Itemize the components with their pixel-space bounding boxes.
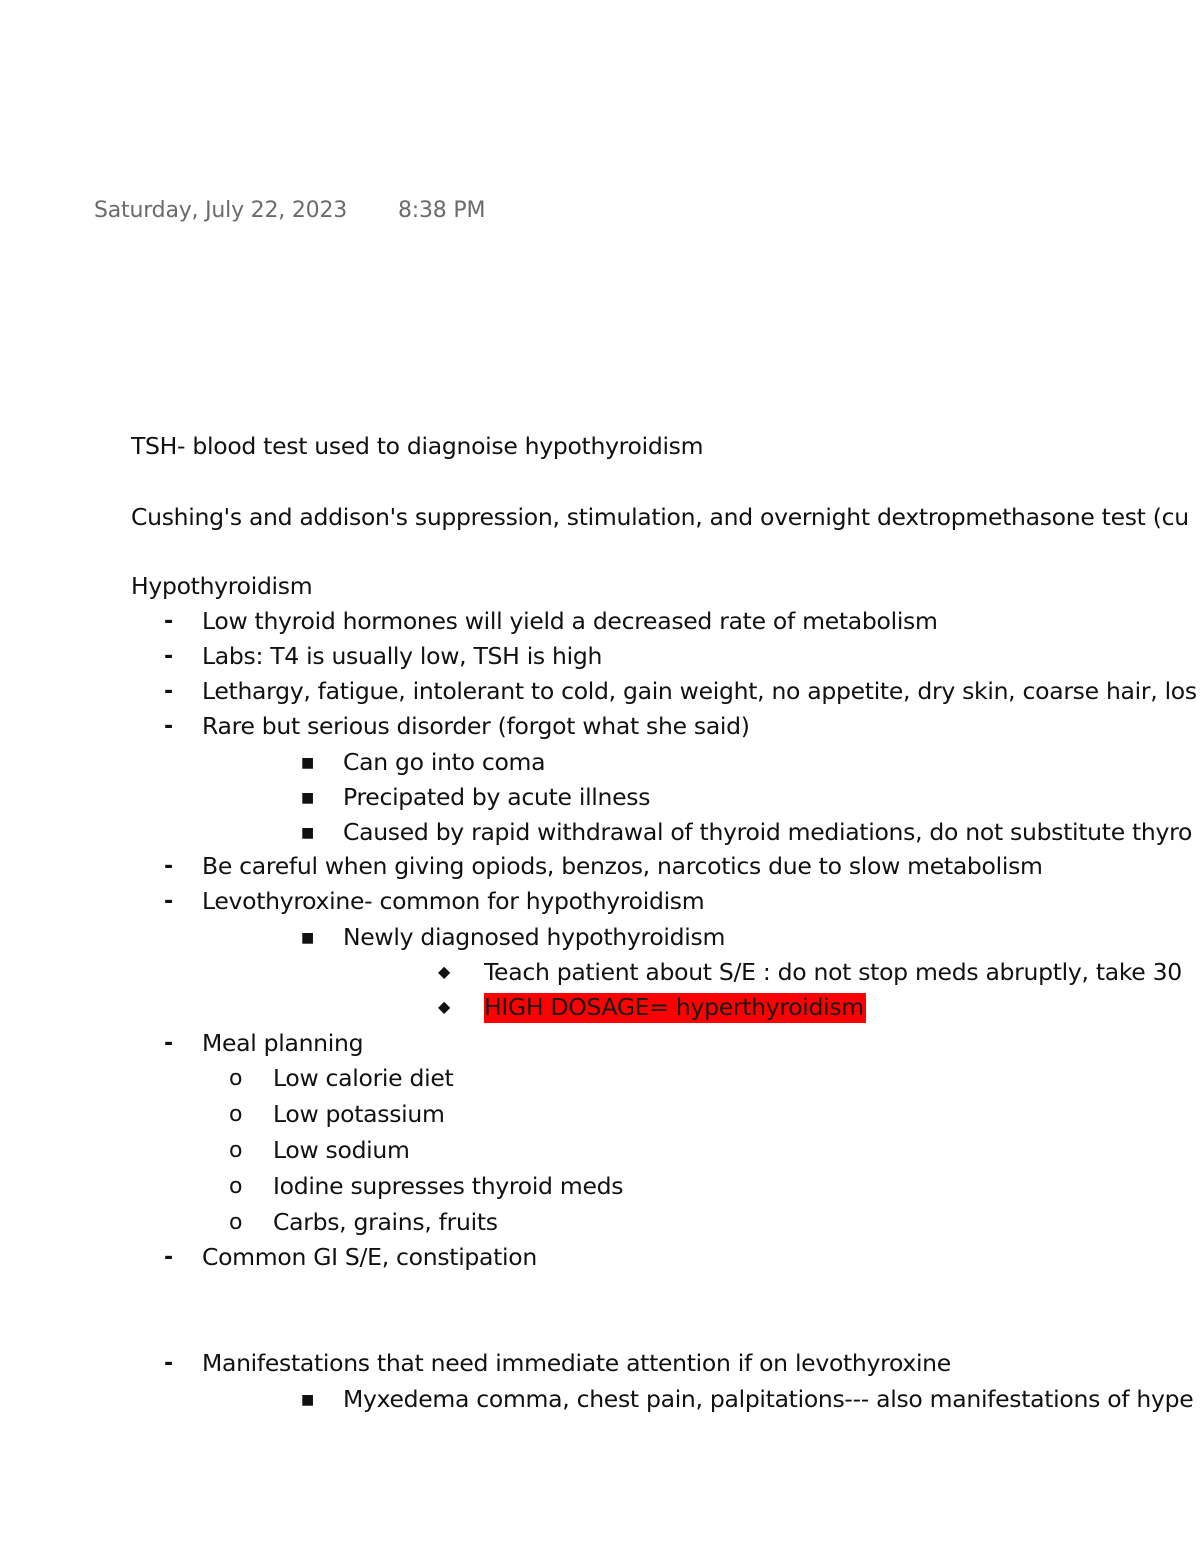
- sub-item-rapid-withdrawal: Caused by rapid withdrawal of thyroid mediations, do not substitute thyro: [343, 818, 1193, 846]
- meal-item-iodine: Iodine supresses thyroid meds: [273, 1172, 624, 1200]
- list-item-lethargy: Lethargy, fatigue, intolerant to cold, gain weight, no appetite, dry skin, coarse hair, los: [202, 677, 1197, 705]
- sub-item-acute-illness: Precipated by acute illness: [343, 783, 651, 811]
- meal-item-carbs: Carbs, grains, fruits: [273, 1208, 498, 1236]
- dash-bullet: -: [164, 889, 174, 914]
- square-bullet: ■: [301, 790, 315, 806]
- note-time: 8:38 PM: [398, 198, 486, 223]
- dash-bullet: -: [164, 1031, 174, 1056]
- sub-item-myxedema: Myxedema comma, chest pain, palpitations--- also manifestations of hype: [343, 1385, 1194, 1413]
- dash-bullet: -: [164, 854, 174, 879]
- meal-item-low-sodium: Low sodium: [273, 1136, 410, 1164]
- square-bullet: ■: [301, 755, 315, 771]
- sub-sub-item-teach: Teach patient about S/E : do not stop meds abruptly, take 30: [484, 958, 1182, 986]
- section-title: Hypothyroidism: [131, 572, 313, 600]
- square-bullet: ■: [301, 930, 315, 946]
- sub-sub-item-high-dosage: [484, 992, 866, 1022]
- square-bullet: ■: [301, 1392, 315, 1408]
- list-item-meal-planning: Meal planning: [202, 1029, 364, 1057]
- list-item-gi: Common GI S/E, constipation: [202, 1243, 537, 1271]
- dash-bullet: -: [164, 714, 174, 739]
- circle-bullet: o: [229, 1174, 243, 1199]
- cushing-line: Cushing's and addison's suppression, stimulation, and overnight dextropmethasone test (cu: [131, 503, 1189, 531]
- sub-item-coma: Can go into coma: [343, 748, 546, 776]
- square-bullet: ■: [301, 825, 315, 841]
- dash-bullet: -: [164, 609, 174, 634]
- list-item-rare: Rare but serious disorder (forgot what she said): [202, 712, 750, 740]
- note-date: Saturday, July 22, 2023: [94, 198, 348, 223]
- dash-bullet: -: [164, 644, 174, 669]
- diamond-bullet: ◆: [438, 997, 451, 1016]
- sub-item-newly-diagnosed: Newly diagnosed hypothyroidism: [343, 923, 726, 951]
- circle-bullet: o: [229, 1138, 243, 1163]
- meal-item-low-potassium: Low potassium: [273, 1100, 445, 1128]
- meal-item-low-calorie: Low calorie diet: [273, 1064, 454, 1092]
- list-item-labs: Labs: T4 is usually low, TSH is high: [202, 642, 603, 670]
- list-item-manifestations: Manifestations that need immediate attention if on levothyroxine: [202, 1349, 951, 1377]
- dash-bullet: -: [164, 1351, 174, 1376]
- list-item-levothyroxine: Levothyroxine- common for hypothyroidism: [202, 887, 705, 915]
- circle-bullet: o: [229, 1102, 243, 1127]
- dash-bullet: -: [164, 1245, 174, 1270]
- tsh-line: TSH- blood test used to diagnoise hypothyroidism: [131, 432, 704, 460]
- list-item-careful: Be careful when giving opiods, benzos, narcotics due to slow metabolism: [202, 852, 1043, 880]
- circle-bullet: o: [229, 1210, 243, 1235]
- list-item-low-thyroid: Low thyroid hormones will yield a decreased rate of metabolism: [202, 607, 938, 635]
- circle-bullet: o: [229, 1066, 243, 1091]
- highlighted-text: HIGH DOSAGE= hyperthyroidism: [484, 993, 864, 1021]
- diamond-bullet: ◆: [438, 962, 451, 981]
- dash-bullet: -: [164, 679, 174, 704]
